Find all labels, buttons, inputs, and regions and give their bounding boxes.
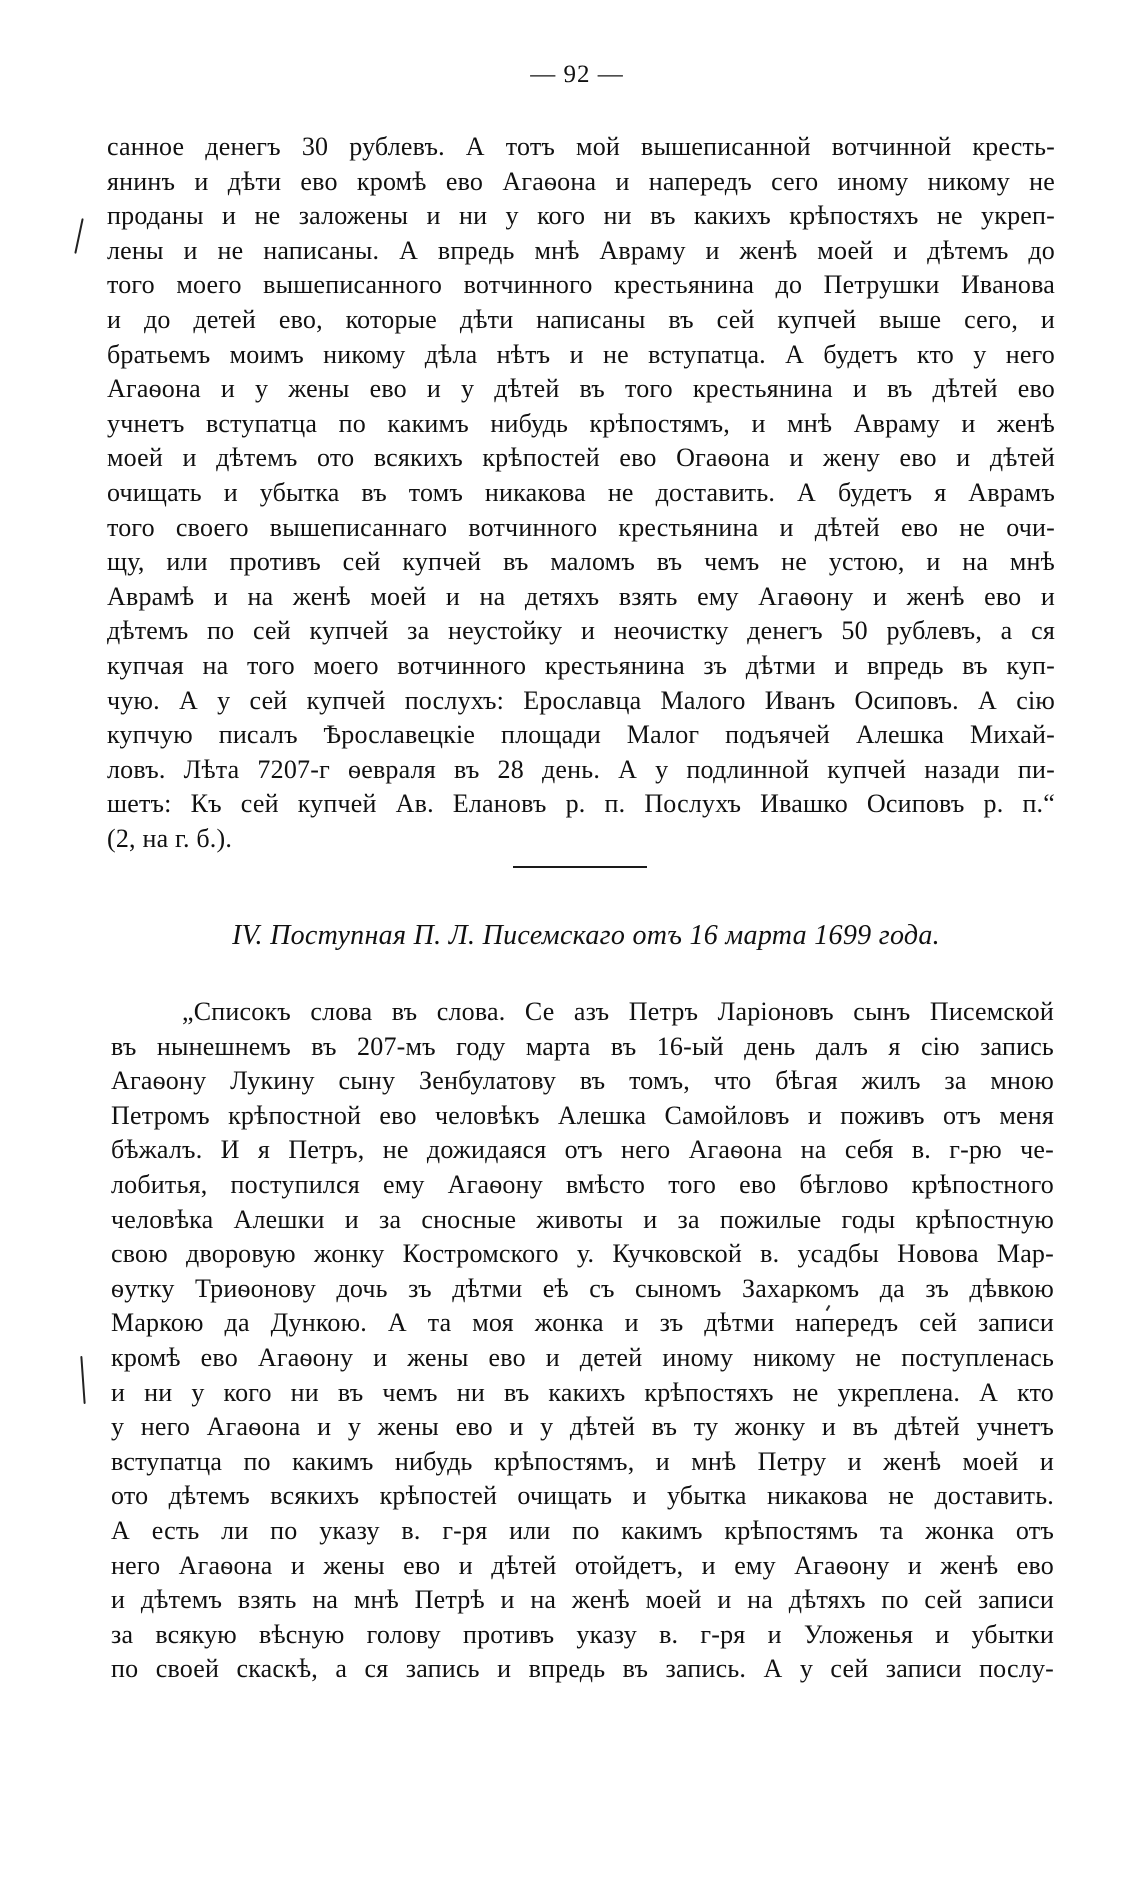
text-line: Агаѳону Лукину сыну Зенбулатову въ томъ, что бѣгая жилъ за мною bbox=[111, 1066, 1054, 1096]
text-line: того моего вышеписанного вотчинного крестьянина до Петрушки Иванова bbox=[107, 270, 1055, 300]
text-line: шетъ: Къ сей купчей Ав. Елановъ р. п. Послухъ Ивашко Осиповъ р. п.“ bbox=[107, 789, 1055, 819]
text-line: щу, или противъ сей купчей въ маломъ въ чемъ не устою, и на мнѣ bbox=[107, 547, 1055, 577]
text-line: вступатца по какимъ нибудь крѣпостямъ, и мнѣ Петру и женѣ моей и bbox=[111, 1446, 1054, 1476]
text-line: учнетъ вступатца по какимъ нибудь крѣпостямъ, и мнѣ Авраму и женѣ bbox=[107, 408, 1055, 438]
text-line: ѳутку Триѳонову дочь зъ дѣтми еѣ съ сыномъ Захаркомъ да зъ дѣвкою bbox=[111, 1273, 1054, 1303]
text-line: свою дворовую жонку Костромского у. Кучковской в. усадбы Новова Мар- bbox=[111, 1239, 1054, 1269]
text-line: бѣжалъ. И я Петръ, не дожидаяся отъ него Агаѳона на себя в. г-рю че- bbox=[111, 1135, 1054, 1165]
text-line: моей и дѣтемъ ото всякихъ крѣпостей ево Огаѳона и жену ево и дѣтей bbox=[107, 443, 1055, 473]
text-line: Аврамѣ и на женѣ моей и на детяхъ взять ему Агаѳону и женѣ ево и bbox=[107, 581, 1055, 611]
section-heading: IV. Поступная П. Л. Писемскаго отъ 16 марта 1699 года. bbox=[232, 920, 940, 951]
text-line: и ни у кого ни въ чемъ ни въ какихъ крѣпостяхъ не укреплена. А кто bbox=[111, 1377, 1054, 1407]
text-line: А есть ли по указу в. г-ря или по какимъ крѣпостямъ та жонка отъ bbox=[111, 1515, 1054, 1545]
text-line: лены и не написаны. А впредь мнѣ Авраму и женѣ моей и дѣтемъ до bbox=[107, 235, 1055, 265]
text-line: за всякую вѣсную голову противъ указу в. г-ря и Уложенья и убытки bbox=[111, 1619, 1054, 1649]
text-line: у него Агаѳона и у жены ево и у дѣтей въ ту жонку и въ дѣтей учнетъ bbox=[111, 1412, 1054, 1442]
text-line-citation: (2, на г. б.). bbox=[107, 823, 233, 853]
paragraph-deed-text bbox=[111, 995, 1054, 1687]
text-line: купчую писалъ Ѣрославецкіе площади Малог подъячей Алешка Михай- bbox=[107, 720, 1055, 750]
text-line: и дѣтемъ взять на мнѣ Петрѣ и на женѣ моей и на дѣтяхъ по сей записи bbox=[111, 1585, 1054, 1615]
margin-pencil-mark bbox=[80, 1356, 85, 1404]
text-line: янинъ и дѣти ево кромѣ ево Агаѳона и напередъ сего иному никому не bbox=[107, 166, 1055, 196]
text-line-first: „Списокъ слова въ слова. Се азъ Петръ Ларіоновъ сынъ Писемской bbox=[182, 997, 1054, 1026]
text-line: человѣка Алешки и за сносные животы и за пожилые годы крѣпостную bbox=[111, 1204, 1054, 1234]
text-line: того своего вышеписаннаго вотчинного крестьянина и дѣтей ево не очи- bbox=[107, 512, 1055, 542]
text-line: проданы и не заложены и ни у кого ни въ какихъ крѣпостяхъ не укреп- bbox=[107, 201, 1055, 231]
section-divider bbox=[513, 866, 647, 868]
text-line: кромѣ ево Агаѳону и жены ево и детей иному никому не поступленась bbox=[111, 1342, 1054, 1372]
text-line: братьемъ моимъ никому дѣла нѣтъ и не вступатца. А будетъ кто у него bbox=[107, 339, 1055, 369]
text-line: чую. А у сей купчей послухъ: Ерославца Малого Иванъ Осиповъ. А сію bbox=[107, 685, 1055, 715]
text-line: купчая на того моего вотчинного крестьянина зъ дѣтми и впредь въ куп- bbox=[107, 650, 1055, 680]
text-line: него Агаѳона и жены ево и дѣтей отойдетъ, и ему Агаѳону и женѣ ево bbox=[111, 1550, 1054, 1580]
text-line: лобитья, поступился ему Агаѳону вмѣсто того ево бѣглово крѣпостного bbox=[111, 1169, 1054, 1199]
margin-pencil-mark bbox=[74, 218, 83, 254]
text-line: въ нынешнемъ въ 207-мъ году марта въ 16-ый день далъ я сію запись bbox=[111, 1031, 1054, 1061]
text-line: ловъ. Лѣта 7207-г ѳевраля въ 28 день. А у подлинной купчей назади пи- bbox=[107, 754, 1055, 784]
page-number: — 92 — bbox=[530, 61, 624, 88]
text-line: и до детей ево, которые дѣти написаны въ сей купчей выше сего, и bbox=[107, 304, 1055, 334]
paragraph-deed-continuation bbox=[107, 130, 1055, 856]
text-line: дѣтемъ по сей купчей за неустойку и неочистку денегъ 50 рублевъ, а ся bbox=[107, 616, 1055, 646]
text-line: по своей скаскѣ, а ся запись и впредь въ запись. А у сей записи послу- bbox=[111, 1654, 1054, 1684]
text-line: Агаѳона и у жены ево и у дѣтей въ того крестьянина и въ дѣтей ево bbox=[107, 374, 1055, 404]
text-line: очищать и убытка въ томъ никакова не доставить. А будетъ я Аврамъ bbox=[107, 477, 1055, 507]
text-line: санное денегъ 30 рублевъ. А тотъ мой вышеписанной вотчинной кресть- bbox=[107, 132, 1055, 161]
text-line: ото дѣтемъ всякихъ крѣпостей очищать и убытка никакова не доставить. bbox=[111, 1481, 1054, 1511]
text-line: Маркою да Дункою. А та моя жонка и зъ дѣтми напередъ сей записи bbox=[111, 1308, 1054, 1338]
text-line: Петромъ крѣпостной ево человѣкъ Алешка Самойловъ и поживъ отъ меня bbox=[111, 1100, 1054, 1130]
